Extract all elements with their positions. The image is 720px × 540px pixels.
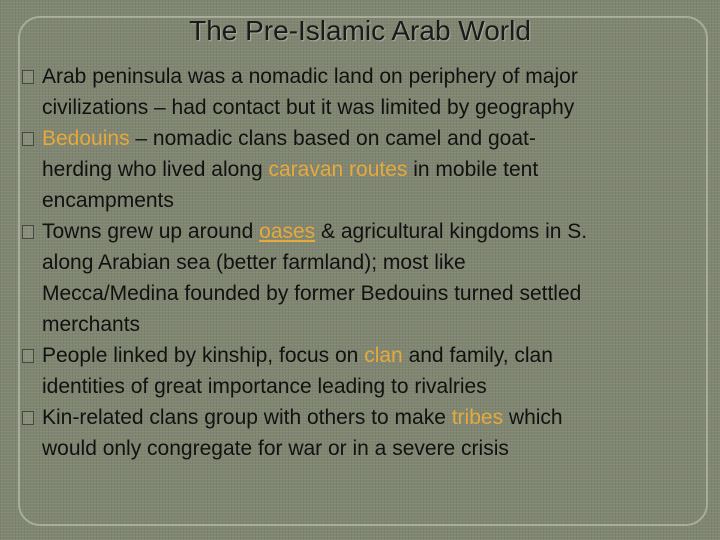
text-segment: & agricultural kingdoms in S.	[315, 220, 588, 243]
bullet-line	[42, 154, 720, 185]
text-segment: in mobile tent	[407, 158, 539, 181]
text-segment: – nomadic clans based on camel and goat-	[129, 127, 536, 150]
bullet-line	[42, 371, 720, 402]
highlight-link-term[interactable]: oases	[259, 220, 316, 243]
bullet-line	[42, 92, 720, 123]
bullet-line	[42, 216, 720, 247]
square-bullet-icon	[22, 411, 34, 425]
text-segment: and family, clan	[402, 344, 553, 367]
text-segment: People linked by kinship, focus on	[42, 344, 365, 367]
square-bullet-icon	[22, 349, 34, 363]
square-bullet-icon	[22, 225, 34, 239]
highlight-term: tribes	[451, 406, 504, 429]
bullet-line	[42, 185, 720, 216]
bullet-line	[42, 247, 720, 278]
bullet-line	[42, 123, 720, 154]
bullet-line	[42, 340, 720, 371]
slide-title: The Pre-Islamic Arab World	[189, 15, 531, 46]
text-segment: which	[503, 406, 563, 429]
highlight-term: Bedouins	[42, 127, 130, 150]
text-segment: would only congregate for war or in a severe crisis	[42, 437, 509, 460]
bullet-item	[22, 340, 720, 402]
bullet-list	[22, 61, 720, 464]
bullet-item	[22, 402, 720, 464]
square-bullet-icon	[22, 132, 34, 146]
text-segment: civilizations – had contact but it was limited by geography	[42, 96, 575, 119]
text-segment: identities of great importance leading to rivalries	[42, 375, 487, 398]
text-segment: along Arabian sea (better farmland); most like	[42, 251, 466, 274]
square-bullet-icon	[22, 70, 34, 84]
bullet-item	[22, 61, 720, 123]
bullet-item	[22, 123, 720, 216]
text-segment: Kin-related clans group with others to make	[42, 406, 452, 429]
bullet-line	[42, 278, 720, 309]
highlight-term: clan	[364, 344, 403, 367]
bullet-line	[42, 402, 720, 433]
text-segment: encampments	[42, 189, 174, 212]
highlight-term: caravan routes	[268, 158, 408, 181]
text-segment: Towns grew up around	[42, 220, 260, 243]
text-segment: herding who lived along	[42, 158, 269, 181]
text-segment: merchants	[42, 313, 141, 336]
text-segment: Mecca/Medina founded by former Bedouins turned settled	[42, 282, 582, 305]
bullet-item	[22, 216, 720, 340]
bullet-line	[42, 433, 720, 464]
bullet-line	[42, 309, 720, 340]
bullet-line	[42, 61, 720, 92]
text-segment: Arab peninsula was a nomadic land on periphery of major	[42, 65, 578, 88]
